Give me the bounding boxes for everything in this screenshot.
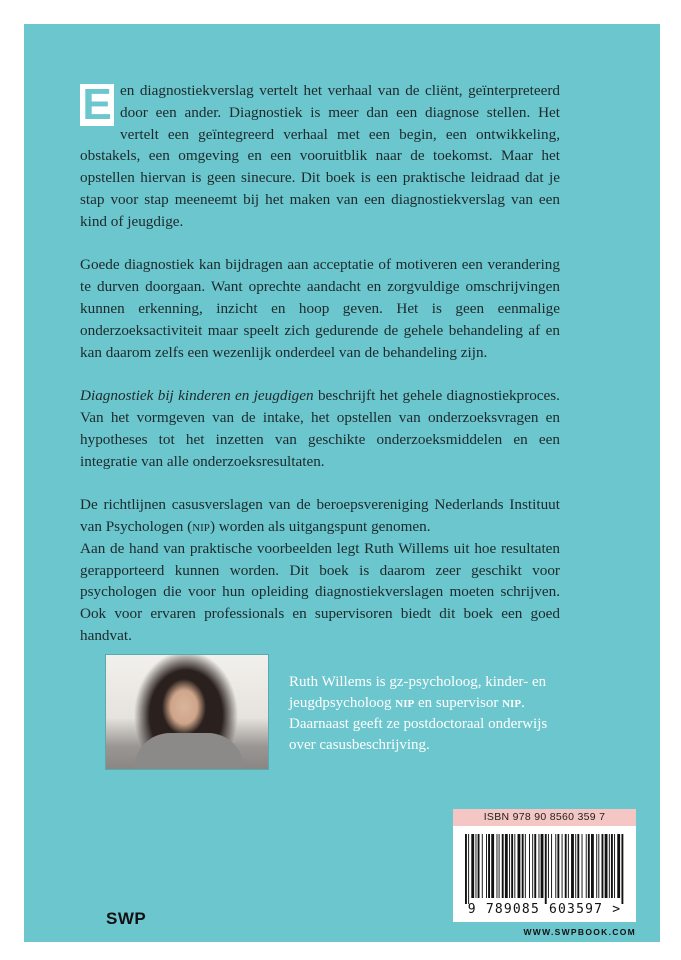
barcode-bar: [511, 834, 513, 898]
barcode-bar: [614, 834, 615, 898]
bio-nip-2: nip: [502, 695, 522, 711]
blurb-text: [80, 80, 560, 669]
bio-nip-1: nip: [395, 695, 415, 711]
author-bio: [289, 672, 549, 756]
barcode-bar: [586, 834, 587, 898]
barcode-bar: [557, 834, 559, 898]
barcode-bar: [551, 834, 552, 898]
barcode-bar: [478, 834, 480, 898]
barcode-bar: [522, 834, 524, 898]
barcode-bar: [575, 834, 576, 898]
barcode-bar: [539, 834, 540, 898]
barcode-bar: [596, 834, 597, 898]
barcode-bar: [555, 834, 556, 898]
barcode-bar: [505, 834, 508, 898]
barcode-bar: [617, 834, 620, 898]
paragraph-5: Aan de hand van praktische voorbeelden legt Ruth Willems uit hoe resultaten gerapporteerd kunnen worden. Dit boek is daarom zeer geschikt voor psychologen die voor hun opleiding diagnostiekverslagen moeten schrijven. Ook voor ervaren professionals en supervisoren biedt dit boek een goed handvat.: [80, 539, 560, 644]
barcode-bar: [591, 834, 594, 898]
bio-part-1: Ruth Willems is gz-psycholoog, kinder- en jeugdpsycholoog: [289, 674, 547, 711]
barcode-bar: [602, 834, 604, 898]
barcode-bar: [518, 834, 521, 898]
barcode-bar: [497, 834, 498, 898]
barcode-number: 9 789085 603597 >: [467, 902, 622, 917]
isbn-label: ISBN 978 90 8560 359 7: [453, 809, 636, 826]
barcode-bar: [534, 834, 536, 898]
barcode-bar: [471, 834, 474, 898]
barcode-bar: [577, 834, 579, 898]
barcode-bar: [611, 834, 613, 898]
barcode-bar: [486, 834, 487, 898]
book-title: Diagnostiek bij kinderen en jeugdigen: [80, 387, 314, 405]
author-photo: [105, 654, 269, 770]
barcode-bar: [605, 834, 608, 898]
barcode-bar: [529, 834, 530, 898]
barcode-bar: [499, 834, 500, 898]
publisher-website: WWW.SWPBOOK.COM: [523, 927, 636, 937]
barcode: [453, 826, 636, 922]
dropcap: E: [80, 84, 114, 126]
barcode-bar: [571, 834, 574, 898]
barcode-bar: [476, 834, 477, 898]
barcode-bar: [509, 834, 510, 898]
barcode-bar: [568, 834, 569, 898]
paragraph-2: Goede diagnostiek kan bijdragen aan acceptatie of motiveren een verandering te durven doorgaan. Want oprechte aandacht en zorgvuldige omschrijvingen kunnen erkenning, inzicht en hoop geven. Het is geen eenmalige onderzoeksactiviteit maar speelt zich gedurende de gehele behandeling af en kan daarom zelfs een wezenlijk onderdeel van de behandeling zijn.: [80, 256, 560, 361]
barcode-bar: [532, 834, 533, 898]
barcode-bar: [562, 834, 563, 898]
nip-abbr: nip: [192, 517, 210, 535]
barcode-bar: [565, 834, 567, 898]
publisher-logo: SWP: [106, 909, 147, 928]
barcode-bar: [465, 834, 467, 904]
barcode-bar: [588, 834, 590, 898]
barcode-bar: [598, 834, 599, 898]
intro-text: en diagnostiekverslag vertelt het verhaal van de cliënt, geïnterpreteerd door een ander. Diagnostiek is meer dan een diagnose stellen. Het vertelt een geïntegreerd verhaal met een begin, een ontwikkeling, obstakels, een omgeving en een vooruitblik naar de toekomst. Maar het opstellen hiervan is geen sinecure. Dit boek is een praktische leidraad dat je stap voor stap meeneemt bij het maken van een diagnostiekverslag van een kind of jeugdige.: [80, 82, 560, 230]
barcode-bar: [502, 834, 504, 898]
barcode-bar: [621, 834, 623, 904]
paragraph-3: [80, 385, 560, 472]
barcode-bar: [491, 834, 494, 898]
barcode-bar: [514, 834, 515, 898]
paragraph-4-before: De richtlijnen casusverslagen van de beroepsvereniging Nederlands Instituut van Psychologen (: [80, 496, 560, 535]
bio-part-2: en supervisor: [414, 695, 503, 711]
barcode-bar: [525, 834, 526, 898]
barcode-bar: [582, 834, 583, 898]
intro-paragraph: [80, 80, 560, 233]
barcode-bar: [468, 834, 469, 904]
barcode-bar: [482, 834, 483, 898]
barcode-bar: [548, 834, 549, 898]
author-photo-body: [134, 733, 244, 769]
barcode-bar: [545, 834, 547, 904]
bio-part-3: . Daarnaast geeft ze postdoctoraal onderwijs over casusbeschrijving.: [289, 695, 548, 753]
barcode-bar: [488, 834, 490, 898]
paragraph-4-after: ) worden als uitgangspunt genomen.: [209, 517, 431, 535]
barcode-bar: [541, 834, 544, 898]
barcode-bar: [609, 834, 610, 898]
paragraph-3-text: beschrijft het gehele diagnostiekproces. Van het vormgeven van de intake, het opstellen van onderzoeksvragen en hypotheses tot het inzetten van geschikte onderzoeksmiddelen en een integratie van alle onderzoeksresultaten.: [80, 387, 560, 470]
paragraph-4: [80, 494, 560, 538]
